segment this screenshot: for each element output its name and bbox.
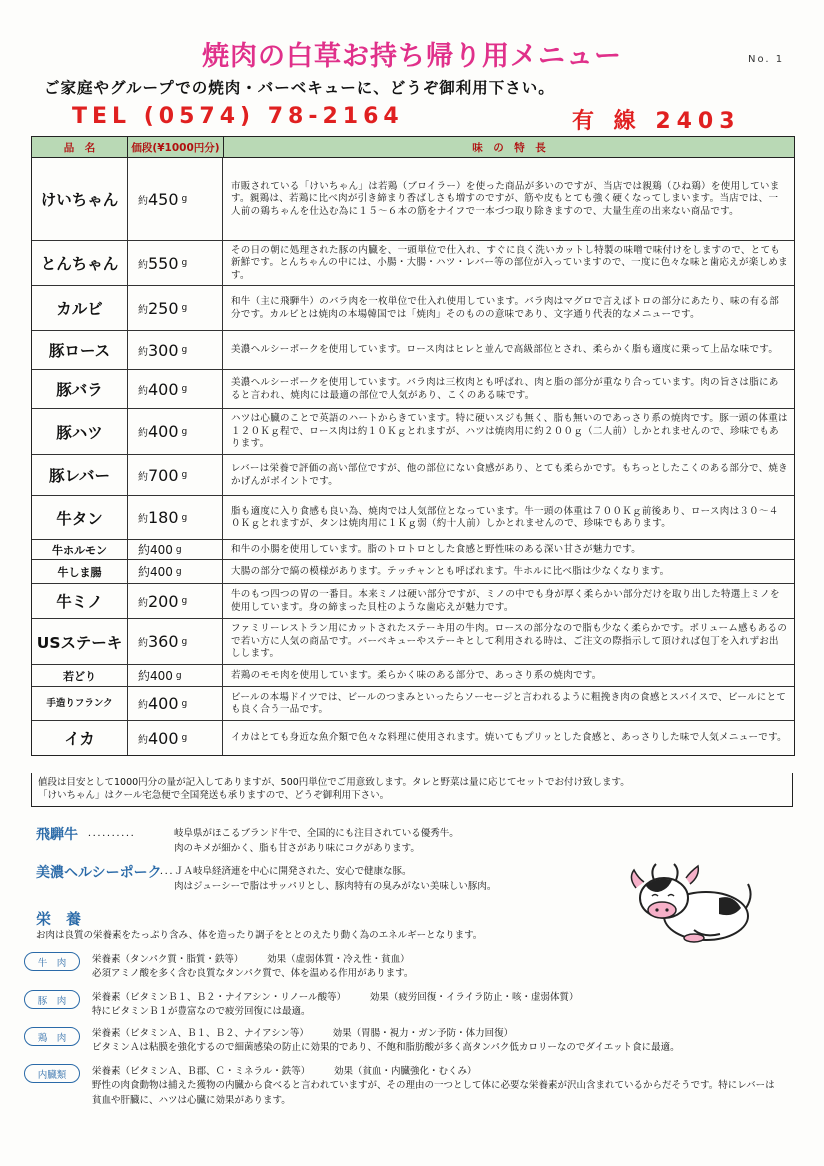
description-text: ファミリーレストラン用にカットされたステーキ用の牛肉。ロースの部分なので脂も少なく柔らかです。ボリューム感もあるので若い方に人気の商品です。バーベキューやステーキとして利用される時は、ご注文の際指示して頂ければ包丁を入れずお出しします。 [231, 623, 788, 660]
item-price [128, 455, 223, 495]
item-name: 若どり [32, 665, 128, 686]
page-number: No. 1 [748, 54, 785, 65]
approx-label: 約 [138, 669, 151, 683]
description-text: ビールの本場ドイツでは、ビールのつまみといったらソーセージと言われるように粗挽き肉の食感とスパイスで、ビールにとても良く合う一品です。 [231, 691, 787, 715]
table-body [32, 158, 794, 755]
approx-label: 約 [138, 471, 148, 483]
weight-unit: g [181, 636, 188, 647]
weight-value: 550 [148, 253, 179, 273]
item-price [128, 687, 223, 720]
item-description [223, 665, 794, 686]
weight-value: 300 [148, 340, 179, 360]
approx-label: 約 [138, 597, 148, 609]
item-description [223, 158, 794, 240]
weight-unit: g [181, 470, 188, 480]
table-row [32, 286, 794, 331]
hida-label: 飛騨牛 [36, 827, 78, 843]
approx-weight [138, 667, 173, 684]
hida-line-2: 肉のキメが細かく、脂も甘さがあり味にコクがあります。 [174, 843, 420, 854]
weight-unit: g [181, 596, 188, 606]
weight-unit: g [181, 303, 188, 313]
approx-label: 約 [138, 385, 148, 397]
organ-tag: 内臓類 [24, 1064, 80, 1083]
item-price [128, 331, 223, 369]
item-description [223, 455, 794, 495]
approx-label: 約 [138, 734, 148, 746]
weight-value: 400 [148, 422, 179, 441]
table-row [32, 687, 794, 721]
item-description [223, 496, 794, 539]
page-title: 焼肉の白草お持ち帰り用メニュー [202, 41, 622, 72]
weight-value: 400 [148, 694, 179, 713]
beef-tag: 牛 肉 [24, 952, 80, 971]
table-row [32, 409, 794, 455]
weight-unit: g [175, 544, 182, 555]
chicken-tag: 鶏 肉 [24, 1027, 80, 1046]
weight-value: 700 [148, 465, 179, 485]
header-price: 価段(¥1000円分) [128, 137, 224, 157]
weight-value: 400 [150, 543, 173, 557]
description-text: 美濃ヘルシーポークを使用しています。ロース肉はヒレと並んで高級部位とされ、柔らかく脂も適度に乗って上品な味です。 [231, 344, 779, 356]
approx-weight [138, 541, 173, 558]
item-name: USステーキ [32, 619, 128, 664]
table-row [32, 370, 794, 409]
item-description [223, 619, 794, 664]
weight-value: 360 [148, 632, 179, 651]
weight-unit: g [181, 698, 188, 709]
mino-line-1: ＪＡ岐阜経済連を中心に開発された、安心で健康な豚。 [174, 866, 412, 877]
item-price [128, 560, 223, 583]
weight-value: 400 [148, 379, 179, 399]
item-name: 牛ミノ [32, 584, 128, 618]
table-row [32, 496, 794, 540]
weight-unit: g [181, 426, 188, 437]
approx-label: 約 [138, 346, 148, 358]
weight-value: 400 [150, 669, 173, 683]
item-description [223, 331, 794, 369]
approx-label: 約 [138, 304, 148, 316]
table-row [32, 455, 794, 496]
organ-line-2: 野性の肉食動物は捕えた獲物の内臓から食べると言われていますが、その理由の一つとして体に必要な栄養素が沢山含まれているからだそうです。特にレバーは貧血や肝臓に、ハツは心臓に効果があります。 [92, 1080, 775, 1106]
pork-tag: 豚 肉 [24, 990, 80, 1009]
item-description [223, 286, 794, 330]
weight-value: 200 [148, 591, 179, 611]
table-row [32, 540, 794, 560]
chicken-line-1: 栄養素（ビタミンＡ、Ｂ１、Ｂ２、ナイアシン等） 効果（胃腸・視力・ガン予防・体力回復） [92, 1028, 514, 1039]
mino-line-2: 肉はジューシーで脂はサッパリとし、豚肉特有の臭みがない美味しい豚肉。 [174, 881, 497, 892]
weight-unit: g [175, 566, 182, 577]
beef-line-1: 栄養素（タンパク質・脂質・鉄等） 効果（虚弱体質・冷え性・貧血） [92, 954, 410, 965]
item-price [128, 370, 223, 408]
pork-line-2: 特にビタミンＢ１が豊富なので疲労回復には最適。 [92, 1006, 311, 1017]
beef-line-2: 必須アミノ酸を多く含む良質なタンパク質で、体を温める作用があります。 [92, 968, 414, 979]
approx-label: 約 [138, 565, 151, 579]
description-text: ハツは心臓のことで英語のハートからきています。特に硬いスジも無く、脂も無いのであっさり系の焼肉です。豚一頭の体重は１２０Ｋｇ程で、ロース肉は約１０Ｋｇとれますが、ハツは焼肉用に約２００ｇ（二人前）しかとれませんので、珍味でもあります。 [231, 413, 788, 450]
weight-unit: g [181, 194, 188, 204]
table-row [32, 331, 794, 370]
description-text: 和牛（主に飛騨牛）のバラ肉を一枚単位で仕入れ使用しています。バラ肉はマグロで言えばトロの部分にあたり、味の有る部分です。カルビとは焼肉の本場韓国では「焼肉」そのものの意味であり、文字通り代表的なメニューです。 [231, 296, 780, 320]
item-description [223, 409, 794, 454]
wired-number: 有 線 2403 [572, 109, 741, 134]
item-price [128, 665, 223, 686]
table-row [32, 619, 794, 665]
header-description: 味 の 特 長 [472, 141, 546, 154]
item-name: 手造りフランク [32, 687, 128, 720]
table-row [32, 560, 794, 584]
weight-unit: g [175, 670, 182, 681]
chicken-line-2: ビタミンＡは粘膜を強化するので細菌感染の防止に効果的であり、不飽和脂肪酸が多く高タンパク低カロリーなのでダイエット食に最適。 [92, 1042, 680, 1053]
item-name: カルビ [32, 286, 128, 330]
approx-label: 約 [138, 514, 148, 525]
menu-table [31, 136, 795, 756]
table-header [32, 137, 794, 158]
hida-dots: ．．．．．．．．．． [88, 828, 141, 839]
approx-label: 約 [138, 259, 148, 271]
nutrition-label: 栄 養 [36, 910, 82, 928]
item-name: 豚ハツ [32, 409, 128, 454]
table-row [32, 158, 794, 241]
approx-label: 約 [138, 700, 148, 711]
header-name: 品 名 [32, 137, 128, 157]
item-description [223, 370, 794, 408]
item-price [128, 158, 223, 240]
note-line-2: 「けいちゃん」はクール宅急便で全国発送も承りますので、どうぞ御利用下さい。 [38, 790, 390, 801]
item-price [128, 619, 223, 664]
description-text: 牛のもつ四つの胃の一番目。本来ミノは硬い部分ですが、ミノの中でも身が厚く柔らかい部分だけを取り出した特選上ミノを使用しています。身の締まった貝柱のような歯応えが魅力です。 [231, 589, 780, 613]
item-description [223, 687, 794, 720]
weight-unit: g [181, 345, 188, 355]
approx-label: 約 [138, 428, 148, 439]
item-description [223, 721, 794, 755]
item-price [128, 584, 223, 618]
description-text: 若鶏のモモ肉を使用しています。柔らかく味のある部分で、あっさり系の焼肉です。 [231, 669, 602, 681]
description-text: 大腸の部分で縞の模様があります。テッチャンとも呼ばれます。牛ホルに比べ脂は少なくなります。 [231, 565, 670, 577]
item-name: 豚ロース [32, 331, 128, 369]
item-description [223, 241, 794, 285]
description-text: イカはとても身近な魚介類で色々な料理に使用されます。焼いてもプリッとした食感と、あっさりした味で人気メニューです。 [231, 732, 787, 744]
item-name: 豚バラ [32, 370, 128, 408]
weight-value: 400 [148, 728, 179, 748]
item-name: イカ [32, 721, 128, 755]
weight-unit: g [181, 384, 188, 394]
item-price [128, 721, 223, 755]
table-row [32, 721, 794, 755]
mino-dots: ．．． [160, 866, 180, 877]
pork-line-1: 栄養素（ビタミンＢ１、Ｂ２・ナイアシン・リノール酸等） 効果（疲労回復・イライラ防止・咳・虚弱体質） [92, 992, 579, 1003]
note-line-1: 値段は目安として1000円分の量が記入してありますが、500円単位でご用意致します。タレと野菜は量に応じてセットでお付け致します。 [38, 777, 630, 788]
table-row [32, 584, 794, 619]
item-description [223, 584, 794, 618]
cow-illustration [624, 858, 754, 948]
weight-value: 450 [148, 189, 179, 209]
mino-label: 美濃ヘルシーポーク [36, 865, 162, 881]
approx-label: 約 [138, 638, 148, 649]
item-name: 豚レバー [32, 455, 128, 495]
weight-unit: g [181, 733, 188, 743]
item-name: とんちゃん [32, 241, 128, 285]
item-price [128, 540, 223, 559]
table-note [31, 773, 793, 807]
table-row [32, 241, 794, 286]
description-text: 和牛の小腸を使用しています。脂のトロトロとした食感と野性味のある深い甘さが魅力です。 [231, 543, 642, 555]
description-text: その日の朝に処理された豚の内臓を、一頭単位で仕入れ、すぐに良く洗いカットし特製の味噌で味付けをしますので、とても新鮮です。とんちゃんの中には、小腸・大腸・ハツ・レバー等の部位が入っていますので、一度に色々な味と歯応えが楽しめます。 [231, 244, 788, 281]
item-price [128, 241, 223, 285]
item-price [128, 496, 223, 539]
item-price [128, 286, 223, 330]
item-description [223, 560, 794, 583]
organ-line-1: 栄養素（ビタミンＡ、Ｂ郡、Ｃ・ミネラル・鉄等） 効果（貧血・内臓強化・むくみ） [92, 1066, 477, 1077]
weight-unit: g [181, 512, 188, 523]
item-name: 牛タン [32, 496, 128, 539]
nutrition-intro: お肉は良質の栄養素をたっぷり含み、体を造ったり調子をととのえたり動く為のエネルギーとなります。 [36, 930, 483, 941]
hida-line-1: 岐阜県がほこるブランド牛で、全国的にも注目されている優秀牛。 [174, 828, 459, 839]
item-name: けいちゃん [32, 158, 128, 240]
approx-weight [138, 563, 173, 580]
item-name: 牛しま腸 [32, 560, 128, 583]
weight-value: 400 [150, 565, 173, 579]
weight-value: 180 [148, 508, 179, 527]
description-text: レバーは栄養で評価の高い部位ですが、他の部位にない食感があり、とても柔らかです。もちっとしたこくのある部分で、焼きかげんがポイントです。 [231, 463, 788, 487]
table-row [32, 665, 794, 687]
approx-label: 約 [138, 195, 148, 207]
item-description [223, 540, 794, 559]
description-text: 脂も適度に入り食感も良い為、焼肉では人気部位となっています。牛一頭の体重は７００Ｋｇ前後あり、ロース肉は３０～４０Ｋｇとれますが、タンは焼肉用に１Ｋｇ弱（約十人前）しかとれませんので、珍味でもあります。 [231, 505, 779, 529]
item-name: 牛ホルモン [32, 540, 128, 559]
description-text: 美濃ヘルシーポークを使用しています。バラ肉は三枚肉とも呼ばれ、肉と脂の部分が重なり合っています。肉の旨さは脂にあると言われ、焼肉には最適の部位で人気があり、こくのある味です。 [231, 377, 779, 401]
item-price [128, 409, 223, 454]
weight-unit: g [181, 258, 188, 268]
description-text: 市販されている「けいちゃん」は若鶏（ブロイラー）を使った商品が多いのですが、当店では親鶏（ひね鶏）を使用しています。親鶏は、若鶏に比べ肉が引き締まり香ばしさも増すのですが、筋や皮もとても強く硬くなってしまいます。当店では、一人前の鶏ちゃんを仕込む為に１５～６本の筋をナイフで一本づつ取り除きますので、大量生産の出来ない商品です。 [231, 180, 780, 217]
weight-value: 250 [148, 298, 179, 318]
telephone: TEL (0574) 78-2164 [72, 104, 404, 129]
subtitle: ご家庭やグループでの焼肉・バーベキューに、どうぞ御利用下さい。 [44, 79, 555, 97]
approx-label: 約 [138, 543, 151, 557]
